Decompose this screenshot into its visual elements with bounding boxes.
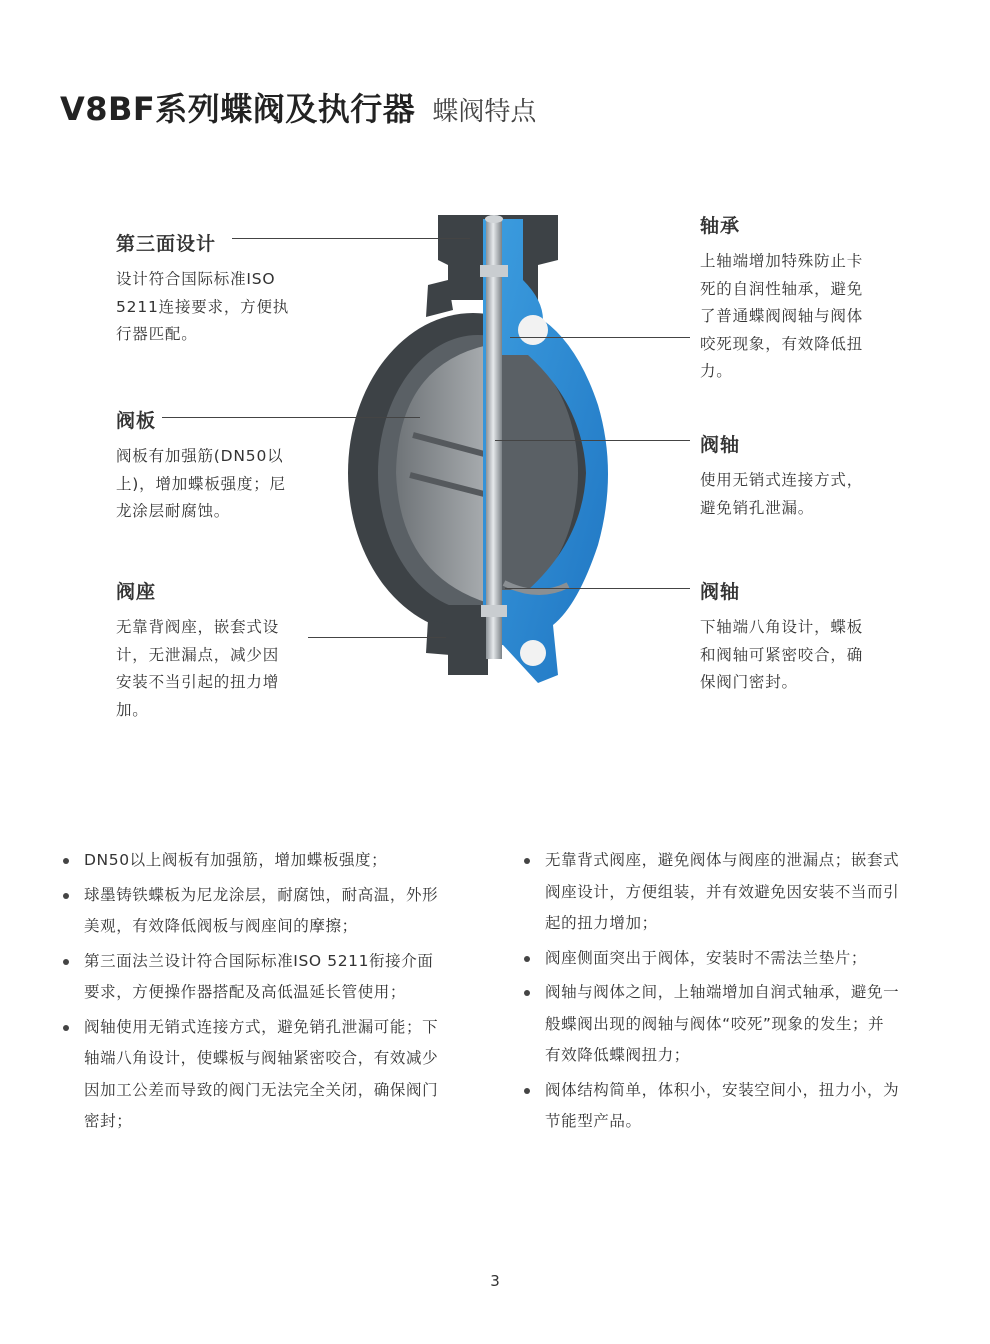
callout-disc	[116, 406, 286, 526]
list-item: 第三面法兰设计符合国际标准ISO 5211衔接介面 要求，方便操作器搭配及高低温延长管使用；	[60, 946, 480, 1009]
callout-disc-title: 阀板	[116, 410, 157, 432]
list-item: 阀座侧面突出于阀体，安装时不需法兰垫片；	[521, 943, 941, 975]
bullet-icon	[63, 959, 69, 965]
callout-shaft2-text: 下轴端八角设计，蝶板 和阀轴可紧密咬合，确 保阀门密封。	[700, 618, 864, 691]
leader-line-shaft1	[495, 440, 690, 441]
callout-face	[116, 229, 289, 349]
list-item: 阀轴使用无销式连接方式，避免销孔泄漏可能；下 轴端八角设计，使蝶板与阀轴紧密咬合，有效减少 因加工公差而导致的阀门无法完全关闭，确保阀门 密封；	[60, 1012, 480, 1138]
bullet-icon	[63, 1025, 69, 1031]
bullet-icon	[524, 990, 530, 996]
page-title	[60, 84, 536, 130]
bullet-icon	[63, 858, 69, 864]
title-main: V8BF系列蝶阀及执行器	[60, 90, 416, 128]
bullet-icon	[524, 858, 530, 864]
callout-bearing-text: 上轴端增加特殊防止卡 死的自润性轴承，避免 了普通蝶阀阀轴与阀体 咬死现象，有效降低扭 力。	[700, 252, 864, 380]
callout-seat-title: 阀座	[116, 581, 157, 603]
callout-bearing-title: 轴承	[700, 215, 741, 237]
callout-seat-text: 无靠背阀座，嵌套式设 计，无泄漏点，减少因 安装不当引起的扭力增 加。	[116, 618, 280, 719]
butterfly-valve-cutaway-image	[328, 205, 658, 725]
leader-line-shaft2	[505, 588, 690, 589]
feature-list-right	[521, 845, 941, 1141]
callout-shaft1-text: 使用无销式连接方式， 避免销孔泄漏。	[700, 471, 864, 517]
callout-face-title: 第三面设计	[116, 233, 217, 255]
callout-shaft-connection	[700, 430, 863, 522]
list-item: 阀体结构简单，体积小，安装空间小，扭力小，为 节能型产品。	[521, 1075, 941, 1138]
callout-seat	[116, 577, 279, 724]
bullet-icon	[63, 893, 69, 899]
leader-line-seat	[308, 637, 446, 638]
callout-shaft-octagon	[700, 577, 863, 697]
bullet-icon	[524, 956, 530, 962]
list-item: DN50以上阀板有加强筋，增加蝶板强度；	[60, 845, 480, 877]
bullet-icon	[524, 1088, 530, 1094]
list-item: 阀轴与阀体之间，上轴端增加自润式轴承，避免一 般蝶阀出现的阀轴与阀体“咬死”现象的发生；并 有效降低蝶阀扭力；	[521, 977, 941, 1072]
page-number: 3	[490, 1272, 500, 1290]
title-subtitle: 蝶阀特点	[432, 97, 537, 127]
callout-shaft1-title: 阀轴	[700, 434, 741, 456]
list-item: 球墨铸铁蝶板为尼龙涂层，耐腐蚀，耐高温，外形 美观，有效降低阀板与阀座间的摩擦；	[60, 880, 480, 943]
callout-bearing	[700, 211, 863, 386]
feature-list-left	[60, 845, 480, 1141]
list-item: 无靠背式阀座，避免阀体与阀座的泄漏点；嵌套式 阀座设计，方便组装，并有效避免因安装不当而引 起的扭力增加；	[521, 845, 941, 940]
callout-shaft2-title: 阀轴	[700, 581, 741, 603]
callout-disc-text: 阀板有加强筋(DN50以 上)，增加蝶板强度；尼 龙涂层耐腐蚀。	[116, 447, 286, 520]
callout-face-text: 设计符合国际标准ISO 5211连接要求，方便执 行器匹配。	[116, 270, 290, 343]
leader-line-bearing	[510, 337, 690, 338]
